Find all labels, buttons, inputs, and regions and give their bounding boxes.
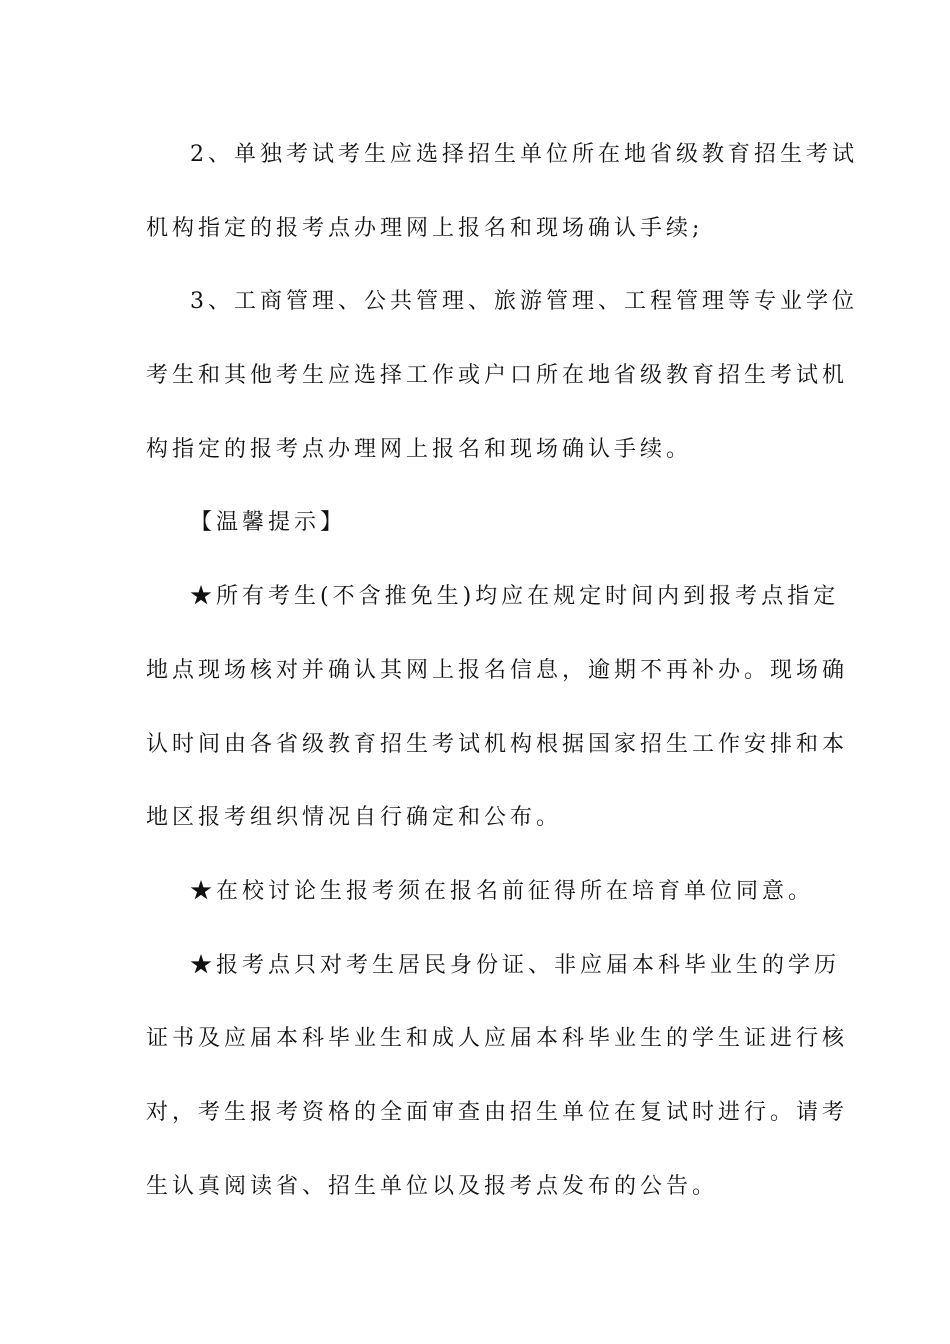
paragraph-3-line-2: 考生和其他考生应选择工作或户口所在地省级教育招生考试机	[146, 363, 849, 389]
paragraph-3-line-1: 3、工商管理、公共管理、旅游管理、工程管理等专业学位	[190, 289, 858, 315]
paragraph-2-line-1: 2、单独考试考生应选择招生单位所在地省级教育招生考试	[190, 142, 858, 167]
paragraph-3-line-3: 构指定的报考点办理网上报名和现场确认手续。	[146, 436, 693, 462]
paragraph-2-line-2: 机构指定的报考点办理网上报名和现场确认手续;	[146, 215, 704, 241]
tips-heading: 【温馨提示】	[190, 510, 347, 536]
tip-3-line-4: 生认真阅读省、招生单位以及报考点发布的公告。	[146, 1173, 719, 1199]
tip-1-line-1: ★所有考生(不含推免生)均应在规定时间内到报考点指定	[190, 584, 840, 610]
tip-1-line-3: 认时间由各省级教育招生考试机构根据国家招生工作安排和本	[146, 731, 849, 757]
tip-3-line-3: 对，考生报考资格的全面审查由招生单位在复试时进行。请考	[146, 1099, 849, 1125]
tip-1-line-2: 地点现场核对并确认其网上报名信息，逾期不再补办。现场确	[146, 657, 849, 683]
tip-1-line-4: 地区报考组织情况自行确定和公布。	[146, 805, 563, 831]
document-body	[146, 118, 858, 1223]
tip-2-line-1: ★在校讨论生报考须在报名前征得所在培育单位同意。	[190, 878, 815, 904]
tip-3-line-1: ★报考点只对考生居民身份证、非应届本科毕业生的学历	[190, 952, 841, 978]
tip-3-line-2: 证书及应届本科毕业生和成人应届本科毕业生的学生证进行核	[146, 1026, 849, 1052]
